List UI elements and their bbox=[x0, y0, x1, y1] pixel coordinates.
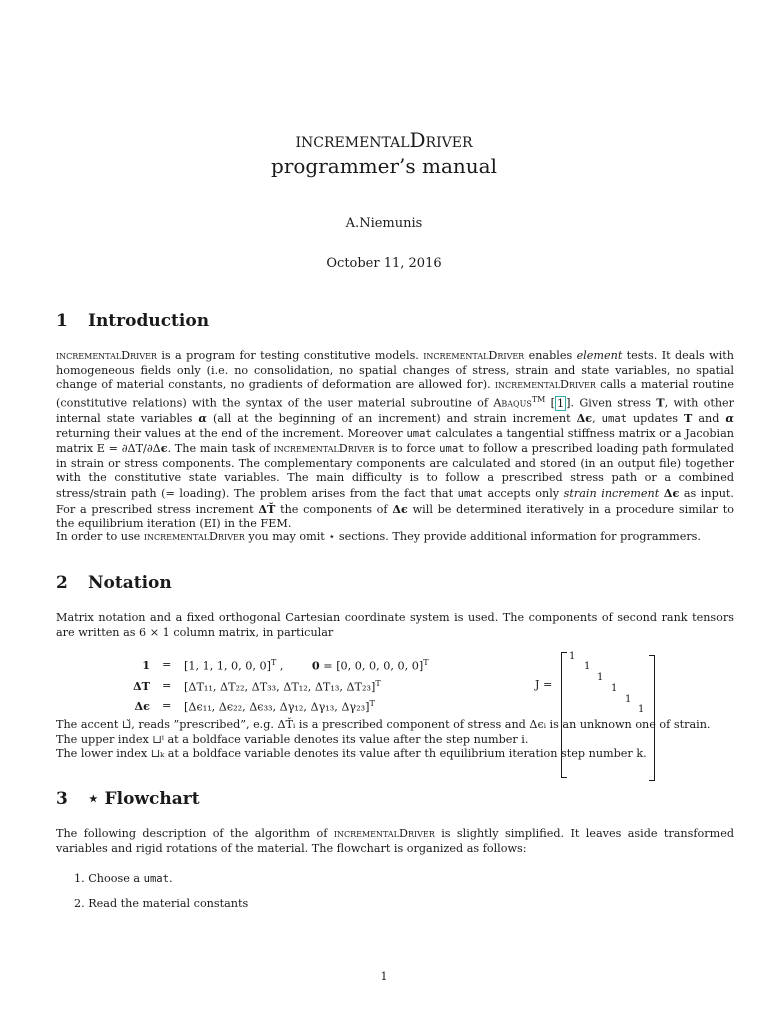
list-item: 1. Choose a umat. bbox=[74, 872, 173, 885]
notation-line: The upper index ⊔ⁱ at a boldface variable denotes its value after the step number i. bbox=[56, 733, 529, 746]
program-name: incrementalDriver bbox=[143, 530, 245, 543]
section-number: 1 bbox=[56, 311, 68, 331]
intro-paragraph: incrementalDriver is a program for testing constitutive models. incrementalDriver enables element tests. It deals with homogeneous fields only (i.e. no consolidation, no spatial changes of stress, strain and state variables, no spatial change of material constants, no gradients of deformation are allowed for). incrementalDriver calls a material routine (constitutive relations) with the syntax of the user material subroutine of Abaqus™ [ 1 ]. Given stress T, with other internal state variables α (all at the beginning of an increment) and strain increment Δϵ, umat updates T and α returning their values at the end of the increment. Moreover umat calculates a tangential stiffness matrix or a Jacobian matrix E = ∂ΔT/∂Δϵ. The main task of incrementalDriver is to force umat to follow a prescribed loading path formulated in strain or stress components. The complementary components are calculated and stored (in an output file) together with the constitutive state variables. The main difficulty is to follow a prescribed stress path or a combined stress/strain path (= loading). The problem arises from the fact that umat accepts only strain increment Δϵ as input. For a prescribed stress increment ΔŤ the components of Δϵ will be determined iteratively in a procedure similar to the equilibrium iteration (EI) in the FEM. bbox=[56, 349, 734, 531]
section-number: 2 bbox=[56, 573, 68, 593]
program-name: incrementalDriver bbox=[333, 827, 435, 840]
date: October 11, 2016 bbox=[326, 256, 442, 271]
section-heading-introduction bbox=[56, 311, 209, 331]
intro-paragraph-2: In order to use incrementalDriver you may omit ⋆ sections. They provide additional information for programmers. bbox=[56, 530, 701, 543]
section-number: 3 bbox=[56, 789, 68, 809]
citation-link[interactable]: 1 bbox=[557, 396, 565, 410]
page-number: 1 bbox=[380, 970, 388, 983]
program-name: incrementalDriver bbox=[423, 349, 525, 362]
author: A.Niemunis bbox=[345, 216, 423, 231]
program-name: incrementalDriver bbox=[56, 349, 157, 362]
section-title: Introduction bbox=[88, 311, 210, 331]
notation-line: The lower index ⊔ₖ at a boldface variable denotes its value after th equilibrium iteration step number k. bbox=[56, 747, 647, 760]
flowchart-paragraph: The following description of the algorithm of incrementalDriver is slightly simplified. It leaves aside transformed variables and rigid rotations of the material. The flowchart is organized as follows: bbox=[56, 827, 734, 855]
section-title: ⋆ Flowchart bbox=[88, 789, 200, 809]
equation-row: ΔT = [ΔT₁₁, ΔT₂₂, ΔT₃₃, ΔT₁₂, ΔT₁₃, ΔT₂₃]$^T$ bbox=[132, 679, 381, 694]
program-name: incrementalDriver bbox=[273, 442, 375, 456]
notation-paragraph: Matrix notation and a fixed orthogonal Cartesian coordinate system is used. The components of second rank tensors are written as 6 × 1 column matrix, in particular bbox=[56, 611, 734, 639]
equation-row: 1 = [1, 1, 1, 0, 0, 0]$^T$ , 0 = [0, 0, 0, 0, 0, 0]$^T$ bbox=[142, 658, 429, 673]
section-heading-flowchart bbox=[56, 789, 200, 809]
equation-row: Δϵ = [Δϵ₁₁, Δϵ₂₂, Δϵ₃₃, Δγ₁₂, Δγ₁₃, Δγ₂₃]$^T$ bbox=[134, 699, 375, 714]
document-page: incrementalDriver programmer’s manual A.Niemunis October 11, 2016 1 Introduction incrementalDriver is a program for testing constitutive models. incrementalDriver enables element tests. It deals with homogeneous fields only (i.e. no consolidation, no spatial changes of stress, strain and state variables, no spatial change of material constants, no gradients of deformation are allowed for). incrementalDriver calls a material routine (constitutive relations) with the syntax of the user material subroutine of Abaqus™ [ 1 ]. Given stress T, with other internal state variables α (all at the beginning of an increment) and strain increment Δϵ, umat updates T and α returning their values at the end of the increment. Moreover umat calculates a tangential stiffness matrix or a Jacobian matrix E = ∂ΔT/∂Δϵ. The main task of incrementalDriver is to force umat to follow a prescribed loading path formulated in strain or stress components. The complementary components are calculated and stored (in an output file) together with the constitutive state variables. The main difficulty is to follow a prescribed stress path or a combined stress/strain path (= loading). The problem arises from the fact that umat accepts only strain increment Δϵ as input. For a prescribed stress increment ΔŤ the components of Δϵ will be determined iteratively in a procedure similar to the equilibrium iteration (EI) in the FEM. In order to use incrementalDriver you may omit ⋆ sections. They provide additional information for programmers. 2 Notation Matrix notation and a fixed orthogonal Cartesian coordinate system is used. The components of second rank tensors are written as 6 × 1 column matrix, in particular 1 = [1, 1, 1, 0, 0, 0]$^T$ , 0 = [0, 0, 0, 0, 0, 0]$^T$ ΔT = [ΔT₁₁, ΔT₂₂, ΔT₃₃, ΔT₁₂, ΔT₁₃, ΔT₂₃]$^T$ Δϵ = [Δϵ₁₁, Δϵ₂₂, Δϵ₃₃, Δγ₁₂, Δγ₁₃, Δγ₂₃]$^T$ J = 1 1 1 1 1 1 The accent ⊔̌, reads ”prescribed”, e.g. ΔŤᵢ is a prescribed component of stress and Δϵᵢ is an unknown one of strain. The upper index ⊔ⁱ at a boldface variable denotes its value after the step number i. The lower index ⊔ₖ at a boldface variable denotes its value after th equilibrium iteration step number k. 3 ⋆ Flowchart The following description of the algorithm of incrementalDriver is slightly simplified. It leaves aside transformed variables and rigid rotations of the material. The flowchart is organized as follows: 1. Choose a umat. 2. Read the material constants 1 bbox=[0, 0, 768, 1024]
document-title: incrementalDriver bbox=[295, 128, 473, 152]
list-item: 2. Read the material constants bbox=[74, 897, 249, 910]
program-name: incrementalDriver bbox=[494, 378, 596, 392]
section-title: Notation bbox=[88, 573, 172, 593]
section-heading-notation bbox=[56, 573, 172, 593]
notation-line: The accent ⊔̌, reads ”prescribed”, e.g. ΔŤᵢ is a prescribed component of stress and Δϵᵢ is an unknown one of strain. bbox=[56, 718, 711, 731]
document-subtitle: programmer’s manual bbox=[271, 154, 497, 178]
